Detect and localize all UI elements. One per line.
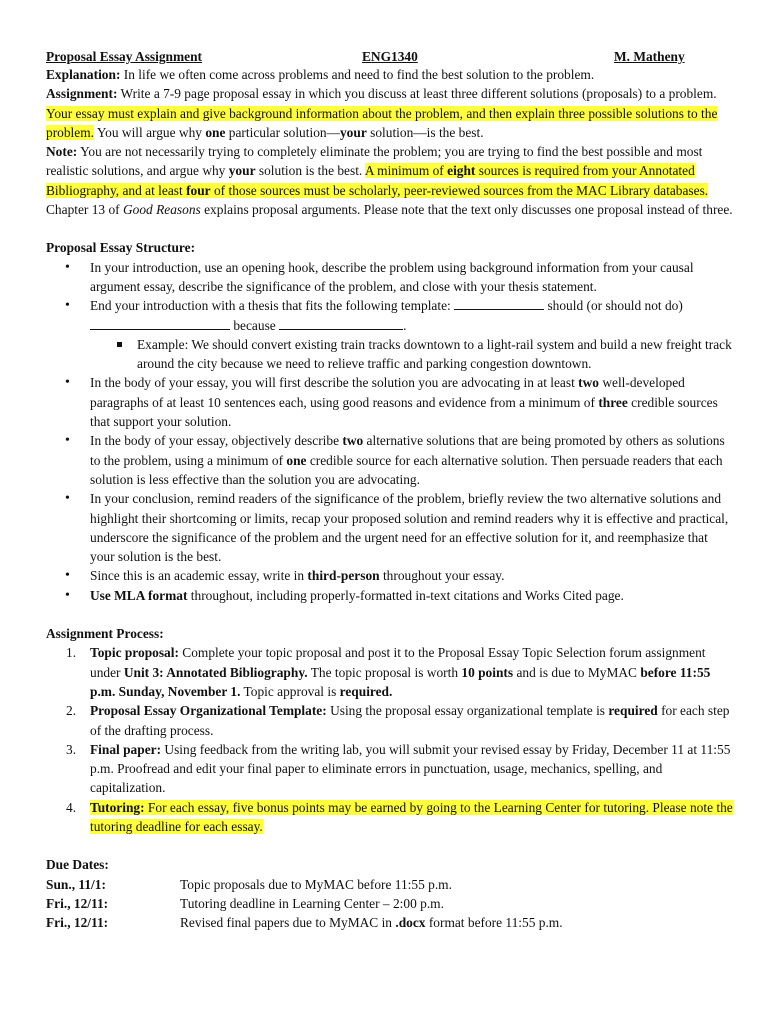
item-text: Using feedback from the writing lab, you will submit your revised essay by Friday, December 11 at 11:55 p.m. Proofread and edit your final paper to eliminate errors in punctuation, usage, mechanics, spelling, and capitalization. bbox=[90, 741, 731, 796]
highlight-part: sources is required from your Annotated Bibliography, and at least bbox=[46, 163, 695, 198]
sub-list bbox=[90, 335, 734, 374]
item-text: format before 11:55 p.m. bbox=[425, 915, 563, 931]
process-list bbox=[46, 643, 734, 836]
emphasis: your bbox=[339, 124, 367, 140]
process-item bbox=[66, 798, 734, 837]
emphasis: Unit 3: Annotated Bibliography. bbox=[123, 664, 308, 680]
list-item: • In your conclusion, remind readers of the significance of the problem, briefly review the two alternative solutions and highlight their shortcoming or limits, recap your proposed solution and remind readers why it is effective and practical, underscore the significance of the problem and the urgent need for an effective solution for it, and reemphasize that your solution is the best. bbox=[90, 489, 734, 566]
item-number: 4. bbox=[66, 799, 77, 815]
note-text: You are not necessarily trying to completely eliminate the problem; you are trying to find the best possible and most realistic solutions, and argue why bbox=[46, 144, 703, 179]
book-title: Good Reasons bbox=[122, 202, 201, 218]
highlight-part: A minimum of bbox=[364, 163, 448, 179]
process-item bbox=[66, 643, 734, 701]
assignment-text: particular solution— bbox=[225, 124, 340, 140]
emphasis: 10 points bbox=[461, 664, 514, 680]
template-blank bbox=[279, 316, 403, 330]
due-dates-heading: Due Dates: bbox=[46, 857, 109, 873]
emphasis: before 11:55 p.m. Sunday, November 1. bbox=[90, 664, 711, 699]
due-date-row bbox=[46, 894, 734, 913]
item-text: In the body of your essay, you will first describe the solution you are advocating in at least bbox=[90, 375, 579, 391]
template-blank bbox=[90, 316, 230, 330]
item-text: For each essay, five bonus points may be earned by going to the Learning Center for tutoring. Please note the tutoring deadline for each essay. bbox=[90, 799, 733, 834]
item-text: Topic approval is bbox=[240, 683, 340, 699]
note-text: solution is the best. bbox=[255, 163, 365, 179]
due-dates-list bbox=[46, 875, 734, 933]
item-text: alternative solutions that are being promoted by others as solutions to the problem, using a minimum of bbox=[90, 433, 725, 468]
emphasis: two bbox=[578, 375, 599, 391]
emphasis: one bbox=[286, 452, 307, 468]
process-item bbox=[66, 740, 734, 798]
item-text: Using the proposal essay organizational template is bbox=[326, 703, 609, 719]
item-text: The topic proposal is worth bbox=[307, 664, 462, 680]
due-description bbox=[180, 913, 563, 932]
item-text: well-developed paragraphs of at least 10 sentences each, using good reasons and evidence from a minimum of bbox=[90, 375, 685, 410]
highlight-part: of those sources must be scholarly, peer-reviewed sources from the MAC Library databases. bbox=[210, 182, 709, 198]
document-content bbox=[46, 47, 734, 932]
item-text: throughout, including properly-formatted in-text citations and Works Cited page. bbox=[187, 587, 624, 603]
due-description: Topic proposals due to MyMAC before 11:55 p.m. bbox=[180, 876, 452, 892]
list-item bbox=[90, 566, 734, 585]
assignment-title: Proposal Essay Assignment bbox=[46, 49, 203, 64]
item-text: should (or should not do) bbox=[544, 298, 683, 314]
item-text: credible source for each alternative solution. Then persuade readers that each solution is less effective than the solution you are advocating. bbox=[90, 452, 723, 487]
item-label: Tutoring: bbox=[90, 799, 145, 815]
emphasis: two bbox=[342, 433, 364, 449]
emphasis: four bbox=[186, 182, 211, 198]
list-item bbox=[90, 373, 734, 431]
example-item: Example: We should convert existing train tracks downtown to a light-rail system and build a new freight track around the city because we need to relieve traffic and parking congestion downtown. bbox=[137, 335, 734, 374]
emphasis: third-person bbox=[307, 568, 380, 584]
due-date: Fri., 12/11: bbox=[46, 895, 109, 911]
emphasis: required. bbox=[339, 683, 393, 699]
list-item bbox=[90, 296, 734, 373]
note-label: Note: bbox=[46, 144, 78, 160]
structure-heading: Proposal Essay Structure: bbox=[46, 240, 196, 256]
item-text: throughout your essay. bbox=[379, 568, 505, 584]
due-date: Sun., 11/1: bbox=[46, 876, 106, 892]
list-item bbox=[90, 431, 734, 489]
highlighted-text: Your essay must explain and give background information about the problem, and then explain three possible solutions to the problem. bbox=[46, 105, 718, 140]
item-text: In the body of your essay, objectively describe bbox=[90, 433, 343, 449]
emphasis: Use MLA format bbox=[90, 587, 188, 603]
explanation-paragraph bbox=[46, 65, 734, 84]
template-blank bbox=[454, 296, 544, 310]
note-text: Chapter 13 of bbox=[46, 202, 123, 218]
emphasis: .docx bbox=[395, 915, 426, 931]
item-text: . bbox=[403, 317, 407, 333]
item-text: credible sources that support your solution. bbox=[90, 394, 718, 430]
item-text: Since this is an academic essay, write in bbox=[90, 568, 308, 584]
note-text: explains proposal arguments. Please note that the text only discusses one proposal instead of three. bbox=[200, 202, 733, 218]
process-item bbox=[66, 701, 734, 740]
item-label: Final paper: bbox=[90, 741, 162, 757]
due-date-row bbox=[46, 875, 734, 894]
assignment-text: Write a 7-9 page proposal essay in which you discuss at least three different solutions (proposals) to a problem. bbox=[117, 86, 717, 102]
emphasis: three bbox=[598, 394, 628, 410]
item-number: 3. bbox=[66, 741, 77, 757]
course-code: ENG1340 bbox=[362, 49, 418, 64]
document-header bbox=[46, 47, 734, 65]
item-label: Proposal Essay Organizational Template: bbox=[90, 703, 327, 719]
assignment-label: Assignment: bbox=[46, 86, 118, 102]
emphasis: your bbox=[228, 163, 256, 179]
item-text: and is due to MyMAC bbox=[513, 664, 641, 680]
item-label: Topic proposal: bbox=[90, 645, 179, 661]
emphasis: eight bbox=[447, 163, 476, 179]
structure-list bbox=[46, 258, 734, 605]
explanation-label: Explanation: bbox=[46, 67, 121, 82]
assignment-paragraph bbox=[46, 84, 734, 142]
item-number: 1. bbox=[66, 645, 77, 661]
item-number: 2. bbox=[66, 703, 77, 719]
emphasis: one bbox=[205, 124, 226, 140]
due-description: Tutoring deadline in Learning Center – 2:00 p.m. bbox=[180, 895, 444, 911]
assignment-text: solution—is the best. bbox=[366, 124, 484, 140]
item-text: because bbox=[230, 317, 280, 333]
item-text: for each step of the drafting process. bbox=[90, 703, 730, 738]
item-text: Revised final papers due to MyMAC in bbox=[180, 915, 396, 931]
process-heading: Assignment Process: bbox=[46, 626, 164, 642]
item-text: Complete your topic proposal and post it to the Proposal Essay Topic Selection forum assignment under bbox=[90, 645, 706, 680]
assignment-text: You will argue why bbox=[93, 124, 206, 140]
due-date: Fri., 12/11: bbox=[46, 915, 109, 931]
highlighted-text bbox=[90, 800, 733, 834]
note-paragraph bbox=[46, 142, 734, 219]
due-date-row bbox=[46, 913, 734, 932]
list-item bbox=[90, 586, 734, 605]
explanation-text: In life we often come across problems and need to find the best solution to the problem. bbox=[120, 67, 595, 82]
list-item: • In your introduction, use an opening hook, describe the problem using background information from your causal argument essay, describe the significance of the problem, and close with your thesis statement. bbox=[90, 258, 734, 297]
emphasis: required bbox=[608, 703, 658, 719]
item-text: End your introduction with a thesis that fits the following template: bbox=[90, 298, 455, 314]
instructor-name: M. Matheny bbox=[614, 49, 685, 64]
